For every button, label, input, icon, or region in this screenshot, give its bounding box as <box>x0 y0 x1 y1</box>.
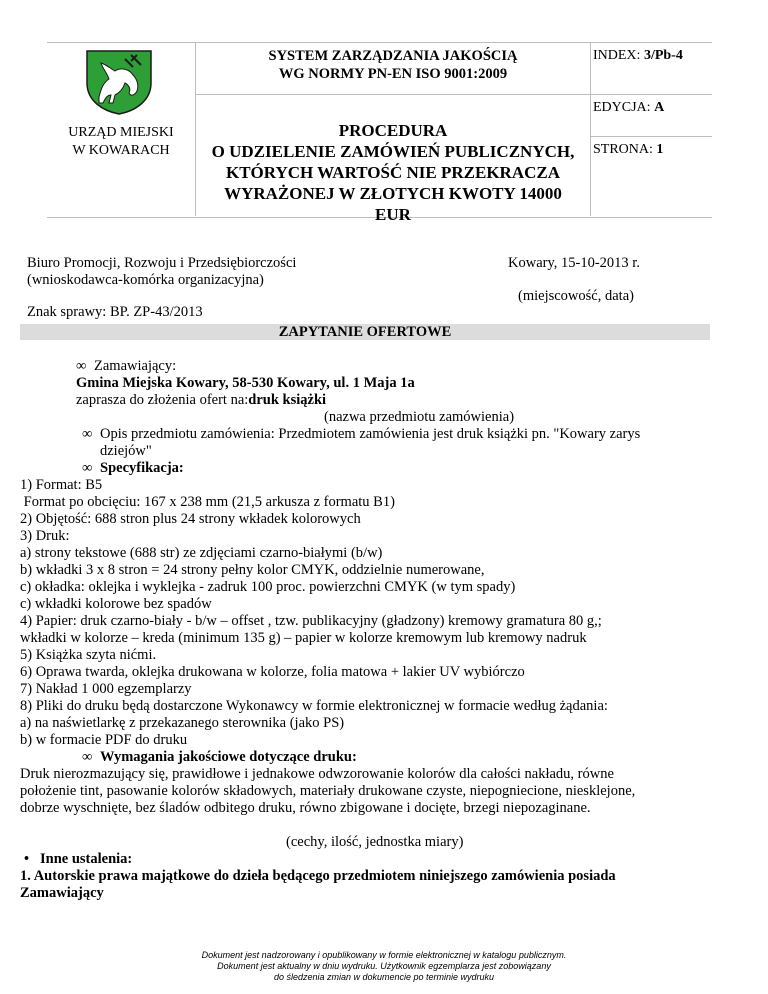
footer-line: do śledzenia zmian w dokumencie po terminie wydruku <box>273 972 495 982</box>
quality-label: Wymagania jakościowe dotyczące druku: <box>100 749 357 765</box>
edition-label: EDYCJA: <box>593 100 655 115</box>
spec-line: 3) Druk: <box>20 528 70 544</box>
procedure-line: WYRAŻONEJ W ZŁOTYCH KWOTY 14000 <box>224 184 562 203</box>
office-name <box>47 124 195 160</box>
bullet-icon: • <box>24 851 30 867</box>
orderer-name: Gmina Miejska Kowary, 58-530 Kowary, ul. 1 Maja 1a <box>76 375 415 391</box>
index-value: 3/Pb-4 <box>643 48 683 63</box>
place-date-caption: (miejscowość, data) <box>518 288 634 304</box>
procedure-title <box>196 120 590 225</box>
features-caption: (cechy, ilość, jednostka miary) <box>286 834 464 850</box>
quality-system-line: SYSTEM ZARZĄDZANIA JAKOŚCIĄ <box>268 48 518 64</box>
office-line: URZĄD MIEJSKI <box>68 125 174 140</box>
inquiry-banner: ZAPYTANIE OFERTOWE <box>20 324 710 340</box>
coat-of-arms-logo <box>73 49 165 115</box>
department-caption: (wnioskodawca-komórka organizacyjna) <box>27 272 264 288</box>
spec-line: b) w formacie PDF do druku <box>20 732 188 748</box>
office-line: W KOWARACH <box>72 143 170 158</box>
edition-field <box>593 100 664 116</box>
procedure-line: O UDZIELENIE ZAMÓWIEŃ PUBLICZNYCH, <box>211 142 575 161</box>
page-field <box>593 142 663 158</box>
spec-line: wkładki w kolorze – kreda (minimum 135 g) – papier w kolorze kremowym lub kremowy nadruk <box>20 630 587 646</box>
procedure-line: PROCEDURA <box>338 121 448 140</box>
footer-line: Dokument jest nadzorowany i opublikowany w formie elektronicznej w katalogu publicznym. <box>201 950 567 960</box>
spec-line: 2) Objętość: 688 stron plus 24 strony wkładek kolorowych <box>20 511 361 527</box>
spec-line: 1) Format: B5 <box>20 477 103 493</box>
infinity-bullet-icon: ∞ <box>82 749 93 765</box>
quality-system-norm: WG NORMY PN-EN ISO 9001:2009 <box>278 66 508 82</box>
orderer-label: Zamawiający: <box>94 358 177 374</box>
description-text: Opis przedmiotu zamówienia: Przedmiotem zamówienia jest druk książki pn. "Kowary zarys <box>100 426 641 442</box>
index-label: INDEX: <box>593 48 644 63</box>
spec-line: 8) Pliki do druku będą dostarczone Wykonawcy w formie elektronicznej w formacie według żądania: <box>20 698 608 714</box>
other-line: Zamawiający <box>20 885 104 901</box>
spec-line: c) wkładki kolorowe bez spadów <box>20 596 212 612</box>
department-name: Biuro Promocji, Rozwoju i Przedsiębiorczości <box>27 255 297 271</box>
procedure-line: EUR <box>375 205 411 224</box>
infinity-bullet-icon: ∞ <box>82 460 93 476</box>
spec-line: Format po obcięciu: 167 x 238 mm (21,5 arkusza z formatu B1) <box>20 494 395 510</box>
place-date: Kowary, 15-10-2013 r. <box>508 255 640 271</box>
header-divider <box>590 136 712 137</box>
quality-line: położenie tint, pasowanie kolorów składowych, materiały drukowane czyste, niepogniecione, niesklejone, <box>20 783 636 799</box>
quality-line: Druk nierozmazujący się, prawidłowe i jednakowe odwzorowanie kolorów dla całości nakładu, równe <box>20 766 614 782</box>
invitation-subject: druk książki <box>248 392 327 408</box>
header-divider <box>195 94 712 95</box>
footer-line: Dokument jest aktualny w dniu wydruku. Użytkownik egzemplarza jest zobowiązany <box>217 961 551 971</box>
spec-line: c) okładka: oklejka i wyklejka - zadruk 100 proc. powierzchni CMYK (w tym spady) <box>20 579 516 595</box>
spec-line: b) wkładki 3 x 8 stron = 24 strony pełny kolor CMYK, oddzielnie numerowane, <box>20 562 485 578</box>
header-divider <box>590 42 591 216</box>
other-line: 1. Autorskie prawa majątkowe do dzieła będącego przedmiotem niniejszego zamówienia posiada <box>20 868 616 884</box>
spec-line: 7) Nakład 1 000 egzemplarzy <box>20 681 192 697</box>
subject-caption: (nazwa przedmiotu zamówienia) <box>324 409 515 425</box>
edition-value: A <box>654 100 665 115</box>
spec-line: 5) Książka szyta nićmi. <box>20 647 157 663</box>
spec-line: a) strony tekstowe (688 str) ze zdjęciami czarno-białymi (b/w) <box>20 545 383 561</box>
invitation-text: zaprasza do złożenia ofert na: <box>76 392 249 408</box>
infinity-bullet-icon: ∞ <box>76 358 87 374</box>
spec-item <box>82 460 184 477</box>
other-label: Inne ustalenia: <box>40 851 133 867</box>
spec-label: Specyfikacja: <box>100 460 184 476</box>
spec-line: a) na naświetlarkę z przekazanego sterownika (jako PS) <box>20 715 345 731</box>
description-text: dziejów" <box>100 443 152 459</box>
quality-item <box>82 749 357 766</box>
page-label: STRONA: <box>593 142 657 157</box>
document-footer <box>0 950 768 983</box>
description-item <box>82 426 640 443</box>
invitation <box>76 392 326 409</box>
other-item <box>20 851 132 868</box>
quality-line: dobrze wyschnięte, bez śladów odbitego druku, równo zbigowane i docięte, brzegi niepozaginane. <box>20 800 591 816</box>
index-field <box>593 48 683 64</box>
orderer-item <box>76 358 176 375</box>
infinity-bullet-icon: ∞ <box>82 426 93 442</box>
procedure-line: KTÓRYCH WARTOŚĆ NIE PRZEKRACZA <box>226 163 560 182</box>
page-value: 1 <box>656 142 664 157</box>
spec-line: 6) Oprawa twarda, oklejka drukowana w kolorze, folia matowa + lakier UV wybiórczo <box>20 664 525 680</box>
spec-line: 4) Papier: druk czarno-biały - b/w – offset , tzw. publikacyjny (gładzony) kremowy gramatura 80 g,; <box>20 613 602 629</box>
quality-system-title <box>196 47 590 83</box>
case-number: Znak sprawy: BP. ZP-43/2013 <box>27 304 203 320</box>
